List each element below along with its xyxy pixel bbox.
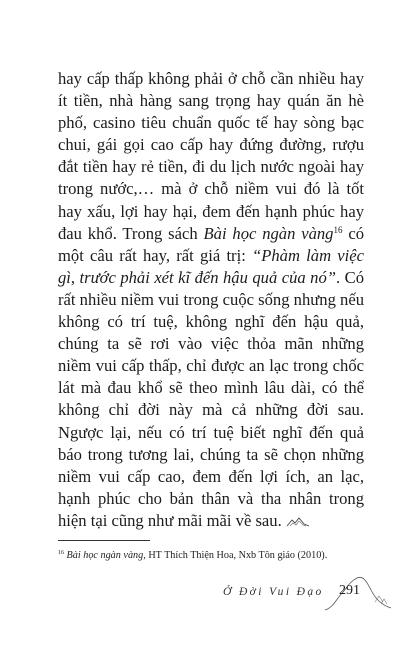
footnote-text: , HT Thích Thiện Hoa, Nxb Tôn giáo (2010). bbox=[143, 550, 328, 561]
quote: “Phàm làm việc gì, trước phải xét kĩ đến hậu quả của nó” bbox=[58, 245, 364, 287]
footnote-reference: 16 bbox=[333, 224, 343, 235]
mountain-end-icon bbox=[286, 517, 310, 527]
page-number: 291 bbox=[339, 583, 360, 598]
book-title: Bài học ngàn vàng bbox=[203, 223, 334, 243]
body-text-segment: có một câu rất hay, rất giá trị: bbox=[58, 223, 364, 265]
body-text-segment: hay cấp thấp không phải ở chỗ cần nhiều hay ít tiền, nhà hàng sang trọng hay quán ăn hè phố, casino tiêu chuẩn quốc tế hay sòng bạc chui, gái gọi cao cấp hay đứng đường, rượu đắt tiền hay rẻ tiền, đi du lịch nước ngoài hay trong nước,… mà ở chỗ niềm vui đó là tốt hay xấu, lợi hay hại, đem đến hạnh phúc hay đau khổ. Trong sách bbox=[58, 69, 364, 243]
body-paragraph bbox=[58, 68, 364, 532]
footnote-divider bbox=[58, 540, 150, 541]
footnote-number: 16 bbox=[58, 550, 64, 556]
running-head: Ở Đời Vui Đạo bbox=[223, 586, 324, 598]
footnote-book-title: Bài học ngàn vàng bbox=[66, 550, 144, 561]
body-text-segment: . Có rất nhiều niềm vui trong cuộc sống nhưng nếu không có trí tuệ, không nghĩ đến hậu quả, chúng ta sẽ rơi vào việc thỏa mãn những niềm vui cấp thấp, chỉ được an lạc trong chốc lát mà đau khổ sẽ theo mình lâu dài, có thể không chỉ đời này mà cả những đời sau. Ngược lại, nếu có trí tuệ biết nghĩ đến quả báo trong tương lai, chúng ta sẽ chọn những niềm vui cấp cao, đem đến lợi ích, an lạc, hạnh phúc cho bản thân và tha nhân trong hiện tại cũng như mãi mãi về sau. bbox=[58, 267, 364, 530]
footnote bbox=[58, 549, 378, 562]
